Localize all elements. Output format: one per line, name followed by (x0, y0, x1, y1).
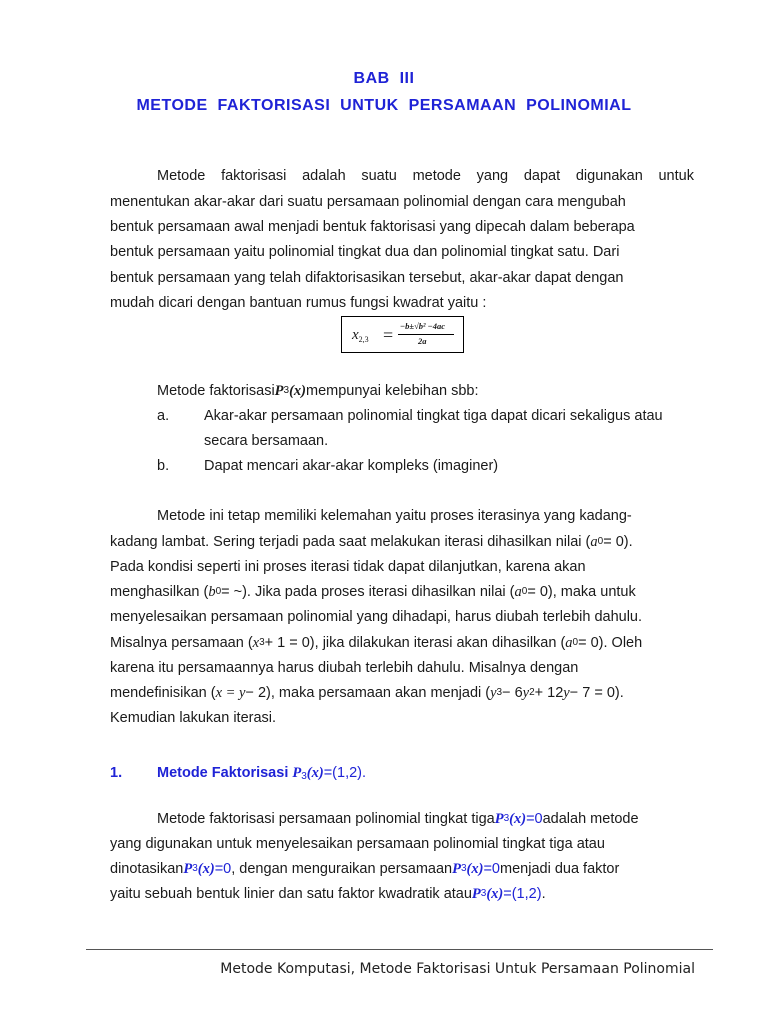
para1-line4: bentuk persamaan yaitu polinomial tingkat dua dan polinomial tingkat satu. Dari (110, 244, 620, 260)
para3-line2: yang digunakan untuk menyelesaikan persamaan polinomial tingkat tiga atau (110, 836, 605, 852)
list-item-a-line1: Akar-akar persamaan polinomial tingkat tiga dapat dicari sekaligus atau (204, 408, 663, 424)
list-label-a: a. (157, 408, 170, 424)
section-1-heading: 1. Metode Faktorisasi $P_3(x)=(1,2)$. (110, 765, 367, 782)
word: untuk (658, 168, 694, 184)
para2-line2: kadang lambat. Sering terjadi pada saat melakukan iterasi dihasilkan nilai ( a 0 = 0). (110, 534, 633, 550)
para1-line6: mudah dicari dengan bantuan rumus fungsi kwadrat yaitu : (110, 295, 487, 311)
word: Metode (157, 168, 206, 184)
para1-line3: bentuk persamaan awal menjadi bentuk faktorisasi yang dipecah dalam beberapa (110, 219, 635, 235)
word: metode (412, 168, 461, 184)
word: dapat (523, 168, 561, 184)
word: suatu (361, 168, 397, 184)
para2-line9: Kemudian lakukan iterasi. (110, 710, 277, 726)
list-item-a-line2: secara bersamaan. (204, 433, 329, 449)
word: adalah (302, 168, 346, 184)
para2-line7: karena itu persamaannya harus diubah terlebih dahulu. Misalnya dengan (110, 660, 579, 676)
word: digunakan (575, 168, 643, 184)
para3-line1: Metode faktorisasi persamaan polinomial tingkat tiga P 3 (x) =0 adalah metode (157, 811, 639, 827)
word: faktorisasi (221, 168, 287, 184)
footer-divider (86, 949, 713, 950)
para1-line2: menentukan akar-akar dari suatu persamaan polinomial dengan cara mengubah (110, 194, 626, 210)
word: yang (476, 168, 509, 184)
quadratic-formula-box (341, 316, 464, 353)
para2-line6: Misalnya persamaan ( x 3 + 1 = 0), jika dilakukan iterasi akan dihasilkan ( a 0 = 0). Oleh (110, 635, 643, 651)
para2-line1: Metode ini tetap memiliki kelemahan yaitu proses iterasinya yang kadang- (157, 508, 632, 524)
para1-line5: bentuk persamaan yang telah difaktorisasikan tersebut, akar-akar dapat dengan (110, 270, 624, 286)
section-number: 1. (110, 765, 123, 781)
para2-line8: mendefinisikan ( x = y − 2), maka persamaan akan menjadi ( y 3 − 6 y 2 + 12 y − 7 = 0). (110, 685, 624, 701)
formula-numerator: −b±√b² −4ac (400, 321, 446, 331)
advantages-intro: Metode faktorisasi P 3 (x) mempunyai kelebihan sbb: (157, 383, 479, 399)
formula-equals: = (383, 325, 394, 345)
para3-line3: dinotasikan P 3 (x) =0 , dengan menguraikan persamaan P 3 (x) =0 menjadi dua faktor (110, 861, 620, 877)
chapter-title: METODE FAKTORISASI UNTUK PERSAMAAN POLINOMIAL (136, 97, 632, 114)
fraction-bar (398, 334, 454, 335)
formula-lhs: $x_{2,3}$ (352, 327, 369, 344)
para2-line3: Pada kondisi seperti ini proses iterasi tidak dapat dilanjutkan, karena akan (110, 559, 586, 575)
list-label-b: b. (157, 458, 170, 474)
formula-denominator: 2a (418, 336, 427, 346)
para3-line4: yaitu sebuah bentuk linier dan satu faktor kwadratik atau P 3 (x) =(1,2) . (110, 886, 546, 902)
list-item-b: Dapat mencari akar-akar kompleks (imaginer) (204, 458, 499, 474)
para1-line1 (157, 166, 694, 186)
para2-line5: menyelesaikan persamaan polinomial yang dihadapi, harus diubah terlebih dahulu. (110, 609, 643, 625)
page-footer: Metode Komputasi, Metode Faktorisasi Untuk Persamaan Polinomial (220, 961, 695, 977)
chapter-heading: BAB III (353, 70, 415, 87)
section-title: Metode Faktorisasi (157, 765, 293, 781)
para2-line4: menghasilkan ( b 0 = ~). Jika pada proses iterasi dihasilkan nilai ( a 0 = 0), maka untuk (110, 584, 636, 600)
